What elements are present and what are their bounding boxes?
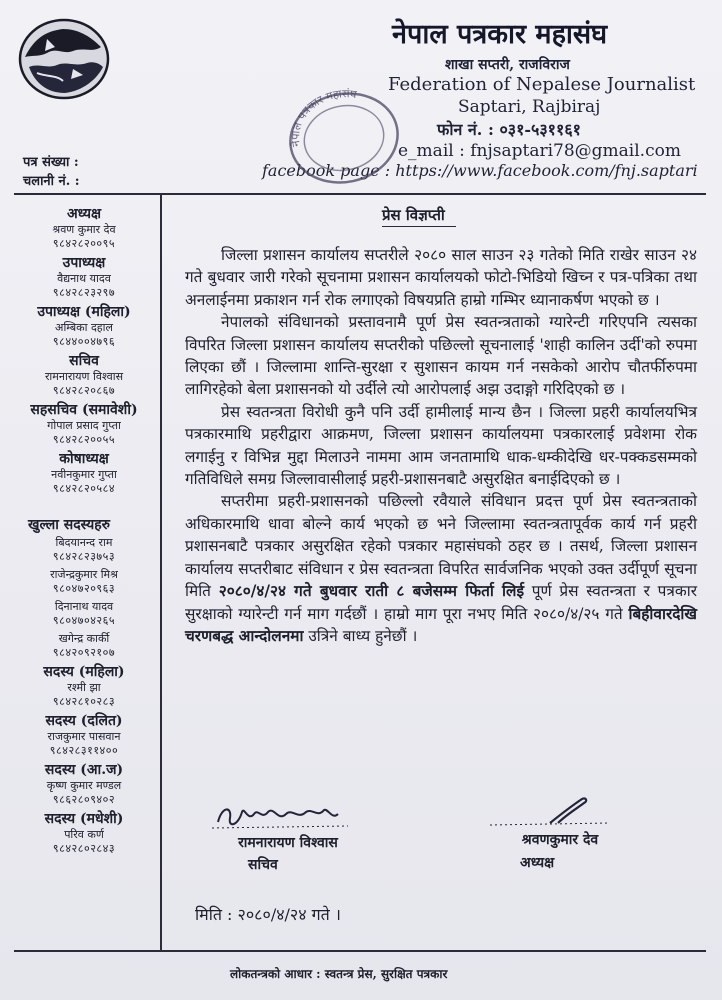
email-label: e_mail : <box>398 141 465 161</box>
member-phone: ९८४२८१०२८३ <box>52 695 116 708</box>
member-phone: ९८४२८२००९५ <box>52 237 116 250</box>
member-phone: ९८४२८२३७५३ <box>52 550 116 563</box>
fnj-logo <box>17 17 111 101</box>
member-role: सचिव <box>69 353 99 369</box>
member-role: उपाध्यक्ष <box>62 255 106 271</box>
member-role: सदस्य (दलित) <box>45 713 123 729</box>
org-title-nepali: नेपाल पत्रकार महासंघ <box>392 19 608 50</box>
dispatch-number-label: चलानी नं. : <box>23 174 80 189</box>
member-entry <box>14 402 154 446</box>
member-phone: ९८४२८३११४०० <box>49 744 119 757</box>
org-city: Saptari, Rajbiraj <box>458 97 601 117</box>
member-name: अम्बिका दहाल <box>55 321 113 334</box>
body-paragraph: प्रेस स्वतन्त्रता विरोधी कुनै पनि उर्दी हामीलाई मान्य छैन । जिल्ला प्रहरी कार्यालयभित्र पत्रकारमाथि प्रहरीद्वारा आक्रमण, जिल्ला प्रशासन कार्यालयमा पत्रकारलाई प्रवेशमा रोक लगाईनु र विभिन्न मुद्दा मिलाउने नाममा आम जनतामाथि धाक-धम्कीदेखि धर-पक्कडसम्मको गतिविधिले समग्र जिल्लावासीलाई प्रहरी-प्रशासनबाटै असुरक्षित बनाईदिएको छ । <box>185 402 697 489</box>
footer-divider <box>14 950 706 952</box>
issue-date: मिति : २०८०/४/२४ गते । <box>195 905 341 924</box>
branch-name: शाखा सप्तरी, राजविराज <box>445 57 570 73</box>
member-name: दिनानाथ यादव <box>54 600 114 613</box>
committee-sidebar <box>14 206 154 860</box>
member-phone: ९८४२८२०५८४ <box>52 482 116 495</box>
member-entry <box>14 255 154 299</box>
president-signature-block <box>490 793 680 878</box>
member-entry <box>14 206 154 250</box>
member-name: श्रवण कुमार देव <box>52 223 116 236</box>
member-name: रामनारायण विश्वास <box>44 370 124 383</box>
secretary-title: सचिव <box>248 857 278 873</box>
body-paragraph: नेपालको संविधानको प्रस्तावनामै पूर्ण प्रेस स्वतन्त्रताको ग्यारेन्टी गरिएपनि त्यसका विपरित जिल्ला प्रशासन कार्यालय सप्तरीको पछिल्लो सूचनालाई 'शाही कालिन उर्दी'को रुपमा लिएका छौं । जिल्लामा शान्ति-सुरक्षा र सुशासन कायम गर्न नसकेको आरोप चौतर्फीरुपमा लागिरहेको बेला प्रशासनको यो उर्दीले त्यो आरोपलाई अझ उदाङ्गो गरिदिएको छ । <box>185 313 697 399</box>
email-link[interactable]: fnjsaptari78@gmail.com <box>470 141 681 161</box>
body-paragraph: जिल्ला प्रशासन कार्यालय सप्तरीले २०८० साल साउन २३ गतेको मिति राखेर साउन २४ गते बुधवार जारी गरेको सूचनामा प्रशासन कार्यालयको फोटो-भिडियो खिच्न र पत्र-पत्रिका तथा अनलाईनमा प्रकाशन गर्न रोक लगाएको विषयप्रति हाम्रो गम्भिर ध्यानाकर्षण भएको छ । <box>185 246 697 309</box>
member-phone: ९८४४००४७९६ <box>52 335 116 348</box>
member-role: सहसचिव (समावेशी) <box>30 402 138 418</box>
body-text-run: सप्तरीमा प्रहरी-प्रशासनको पछिल्लो रवैयाले संविधान प्रदत्त पूर्ण प्रेस स्वतन्त्रताको अधिकारमाथि धावा बोल्ने कार्य भएको छ भने जिल्लामा स्वतन्त्रतापूर्वक कार्य गर्न प्रहरी प्रशासनबाटै पत्रकार असुरक्षित रहेको पत्रकार महासंघको ठहर छ । तसर्थ, जिल्ला प्रशासन कार्यालय सप्तरीबाट संविधान र प्रेस स्वतन्त्रता विपरित सार्वजनिक भएको उक्त उर्दीपूर्ण सूचना मिति <box>185 492 697 601</box>
secretary-signature-block <box>208 800 368 878</box>
body-text-run: पूर्ण प्रेस स्वतन्त्रता र पत्रकार सुरक्षाको ग्यारेन्टी गर्न माग गर्दछौं । हाम्रो माग पूरा नभए मिति २०८०/४/२५ गते <box>185 582 697 623</box>
member-name: रश्मी झा <box>67 681 101 694</box>
member-phone: ९८४२८२३२९७ <box>52 286 116 299</box>
phone-value: ०३१-५३११६१ <box>499 120 581 139</box>
deadline-emphasis: २०८०/४/२४ गते बुधवार राती ८ बजेसम्म फिर्ता लिई <box>218 582 525 601</box>
secretary-signature <box>208 800 368 832</box>
subject-underline <box>382 226 456 227</box>
member-phone: ९८४२८०२८४३ <box>52 842 116 855</box>
member-role: अध्यक्ष <box>66 206 102 222</box>
body-paragraph <box>185 490 697 647</box>
header-divider <box>14 193 706 195</box>
member-phone: ९८४२०९२१०७ <box>52 646 116 659</box>
member-role: सदस्य (मधेशी) <box>44 811 124 827</box>
official-stamp <box>282 86 406 188</box>
secretary-name: रामनारायण विश्वास <box>238 835 338 851</box>
member-name: गोपाल प्रसाद गुप्ता <box>47 419 121 432</box>
stamp-text: नेपाल पत्रकार महासंघ <box>288 87 358 148</box>
member-phone: ९८०४७०४२६५ <box>52 614 116 627</box>
body-text-run: उत्रिने बाध्य हुनेछौं । <box>303 626 418 645</box>
member-name: नवीनकुमार गुप्ता <box>51 468 117 481</box>
member-role: सदस्य (आ.ज) <box>44 762 124 778</box>
footer-slogan: लोकतन्त्रको आधार : स्वतन्त्र प्रेस, सुरक्षित पत्रकार <box>230 967 448 981</box>
member-entry <box>14 664 154 708</box>
member-role: कोषाध्यक्ष <box>59 451 109 467</box>
member-entry <box>14 353 154 397</box>
member-name: खगेन्द्र कार्की <box>58 632 110 645</box>
open-member-entry <box>14 568 154 595</box>
open-member-entry <box>14 632 154 659</box>
member-phone: ९८४२८२००५५ <box>52 433 116 446</box>
member-name: राजेन्द्रकुमार मिश्र <box>50 568 118 581</box>
member-name: वैद्यनाथ यादव <box>57 272 111 285</box>
president-signature <box>490 793 680 829</box>
member-entry <box>14 811 154 855</box>
open-members-heading: खुल्ला सदस्यहरु <box>28 517 111 533</box>
phone-line <box>437 118 581 140</box>
member-entry <box>14 304 154 348</box>
member-entry <box>14 713 154 757</box>
email-line <box>398 141 681 161</box>
member-phone: ९८०४७२०९६३ <box>52 582 116 595</box>
phone-label: फोन नं. : <box>437 120 494 139</box>
open-member-entry <box>14 600 154 627</box>
member-name: परिव कर्ण <box>64 828 104 841</box>
member-entry <box>14 762 154 806</box>
org-title-english: Federation of Nepalese Journalist <box>388 74 696 95</box>
letter-body <box>185 244 697 647</box>
letter-subject: प्रेस विज्ञप्ती <box>382 206 445 224</box>
member-phone: ९८६२८०९४०२ <box>52 793 116 806</box>
member-name: बिदयानन्द राम <box>55 536 113 549</box>
open-member-entry <box>14 536 154 563</box>
member-phone: ९८४२८२०८६७ <box>52 384 116 397</box>
president-title: अध्यक्ष <box>520 855 555 871</box>
sidebar-divider <box>160 194 162 951</box>
member-role: सदस्य (महिला) <box>43 664 125 680</box>
letter-number-label: पत्र संख्या : <box>23 155 79 170</box>
facebook-link[interactable]: https://www.facebook.com/fnj.saptari <box>395 161 698 180</box>
facebook-label: facebook page : <box>262 161 391 180</box>
protest-emphasis: बिहीवारदेखि चरणबद्ध आन्दोलनमा <box>185 604 697 645</box>
member-role: उपाध्यक्ष (महिला) <box>37 304 131 320</box>
member-name: कृष्ण कुमार मण्डल <box>46 779 122 792</box>
member-name: राजकुमार पासवान <box>47 730 121 743</box>
member-entry <box>14 451 154 495</box>
svg-text:नेपाल पत्रकार महासंघ <box>289 87 358 147</box>
president-name: श्रवणकुमार देव <box>521 832 599 848</box>
